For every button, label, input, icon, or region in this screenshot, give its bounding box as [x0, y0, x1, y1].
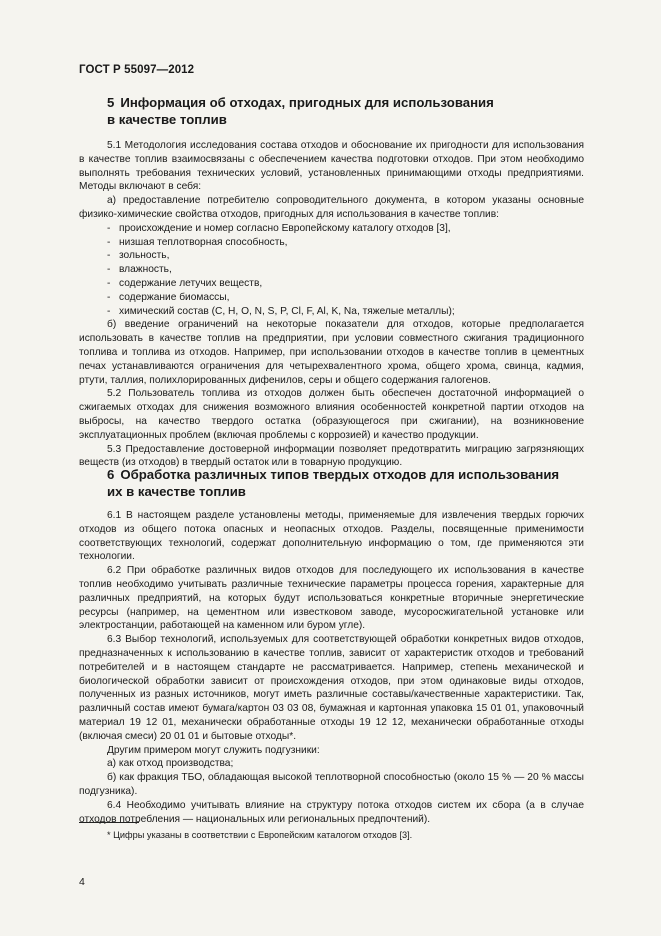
- section-6-body: [79, 509, 584, 826]
- paragraph-5-2: 5.2 Пользователь топлива из отходов должен быть обеспечен достаточной информацией о сжигаемых отходах для снижения возможного влияния особенностей конкретной партии отходов на выбросы, на качество твердого остатка (образующегося при сжигании), на возникновение эксплуатационных проблем (включая проблемы с коррозией) и качество продукции.: [79, 388, 584, 441]
- section-5-title-line2: в качестве топлив: [107, 112, 227, 127]
- paragraph-6-3-a: а) как отход производства;: [107, 758, 234, 770]
- paragraph-6-3-example: Другим примером могут служить подгузники:: [107, 744, 320, 756]
- list-item: - низшая теплотворная способность,: [107, 236, 288, 248]
- footnote: * Цифры указаны в соответствии с Европейским каталогом отходов [3].: [107, 830, 413, 840]
- list-item: - содержание летучих веществ,: [107, 277, 263, 289]
- paragraph-6-3-b: б) как фракция ТБО, обладающая высокой теплотворной способностью (около 15 % — 20 % массы подгузника).: [79, 772, 584, 797]
- footnote-divider: [79, 822, 139, 823]
- section-5-number: 5: [107, 95, 115, 110]
- section-6-title-line1: Обработка различных типов твердых отходов для использования: [120, 467, 560, 482]
- paragraph-5-3: 5.3 Предоставление достоверной информации позволяет предотвратить миграцию загрязняющих веществ (из отходов) в твердый остаток или в товарную продукцию.: [79, 443, 584, 469]
- section-6-heading: [107, 466, 559, 500]
- list-item: - зольность,: [107, 250, 170, 262]
- page-number: 4: [79, 876, 85, 888]
- section-5-title-line1: Информация об отходах, пригодных для использования: [120, 95, 494, 110]
- list-item: - влажность,: [107, 264, 172, 276]
- paragraph-5-1: 5.1 Методология исследования состава отходов и обоснование их пригодности для использования в качестве топлив взаимосвязаны с обеспечением качества подготовки отходов. При этом необходимо выполнять требования технических условий, установленных принимающими отходы предприятиями. Методы включают в себя:: [79, 140, 584, 193]
- paragraph-6-1: 6.1 В настоящем разделе установлены методы, применяемые для извлечения твердых горючих отходов из общего потока опасных и неопасных отходов. Разделы, посвященные применимости соответствующих технологий, содержат дополнительную информацию о том, где применяются эти технологии.: [79, 510, 584, 563]
- paragraph-6-2: 6.2 При обработке различных видов отходов для последующего их использования в качестве топлив необходимо учитывать различные технические параметры процесса горения, характерные для различных предприятий, на которых будут использоваться конкретные вторичные энергетические ресурсы (например, на цементном или известковом заводе, мусоросжигательной установке или электростанции, работающей на каменном или буром угле).: [79, 565, 584, 632]
- document-id: ГОСТ Р 55097—2012: [79, 64, 195, 76]
- list-item: - происхождение и номер согласно Европейскому каталогу отходов [3],: [107, 222, 451, 234]
- paragraph-6-3: 6.3 Выбор технологий, используемых для соответствующей обработки конкретных видов отходов, предназначенных к использованию в качестве топлив, зависит от характеристик отходов и требований потребителей и в настоящем стандарте не рассматривается. Например, степень механической и биологической обработки зависит от происхождения отходов, при этом одинаковые виды отходов, полученных из разных источников, могут иметь различные составы/качественные характеристики. Так, различный состав имеют бумага/картон 03 03 08, бумажная и картонная упаковка 15 01 01, упаковочный материал 19 12 01, механически обработанные отходы 19 12 12, механически обработанные отходы (включая смеси) 20 01 01 и бытовые отходы*.: [79, 634, 584, 742]
- list-item: - содержание биомассы,: [107, 291, 230, 303]
- list-item: - химический состав (C, H, O, N, S, P, Cl, F, Al, K, Na, тяжелые металлы);: [107, 305, 455, 317]
- section-5-heading: [107, 94, 494, 128]
- section-5-body: [79, 139, 584, 470]
- section-6-number: 6: [107, 467, 115, 482]
- paragraph-5-1-b: б) введение ограничений на некоторые показатели для отходов, которые предполагается использовать в качестве топлив на предприятии, при условии совместного сжигания традиционного топлива и топлива из отходов. Например, при использовании отходов в качестве топлив в цементных печах устанавливаются ограничения для четырехвалентного хрома, общего хрома, свинца, кадмия, ртути, таллия, полихлорированных дифенилов, серы и общего содержания галогенов.: [79, 319, 584, 386]
- paragraph-6-4: 6.4 Необходимо учитывать влияние на структуру потока отходов систем их сбора (а в случае отходов потребления — национальных или региональных предпочтений).: [79, 799, 584, 825]
- section-6-title-line2: их в качестве топлив: [107, 484, 246, 499]
- paragraph-5-1-a: а) предоставление потребителю сопроводительного документа, в котором указаны основные физико-химические свойства отходов, пригодных для использования в качестве топлив:: [79, 195, 584, 220]
